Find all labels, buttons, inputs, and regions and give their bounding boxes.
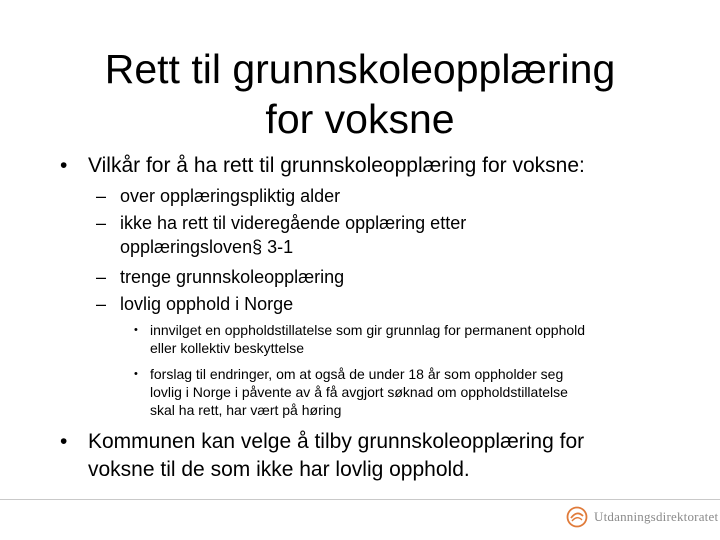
bullet-text: Vilkår for å ha rett til grunnskoleopplæring for voksne:	[88, 154, 585, 177]
dot-marker: •	[134, 324, 138, 336]
bullet-marker: •	[60, 430, 68, 453]
sub-bullet-text: trenge grunnskoleopplæring	[120, 267, 345, 287]
udir-logo	[566, 505, 718, 529]
subsub-bullet-text	[150, 321, 670, 357]
subsub-bullet-line: lovlig i Norge i påvente av å få avgjort søknad om oppholdstillatelse	[150, 384, 568, 400]
footer-divider	[0, 499, 720, 500]
subsub-bullet-text	[150, 365, 670, 419]
sub-bullet-line: opplæringsloven§ 3-1	[120, 237, 294, 257]
subsub-bullet-line: eller kollektiv beskyttelse	[150, 340, 305, 356]
slide-title	[60, 44, 660, 144]
dash-marker: –	[96, 213, 107, 233]
title-line-1: Rett til grunnskoleopplæring	[104, 46, 616, 92]
dash-marker: –	[96, 186, 107, 206]
dash-marker: –	[96, 294, 107, 314]
subsub-bullet-line: innvilget en oppholdstillatelse som gir grunnlag for permanent opphold	[150, 322, 586, 338]
bullet-line: voksne til de som ikke har lovlig opphold.	[88, 458, 470, 481]
sub-bullet-text: over opplæringspliktig alder	[120, 186, 341, 206]
subsub-bullet-line: forslag til endringer, om at også de under 18 år som oppholder seg	[150, 366, 564, 382]
subsub-bullet-line: skal ha rett, har vært på høring	[150, 402, 342, 418]
bullet-marker: •	[60, 154, 68, 177]
bullet-line: Kommunen kan velge å tilby grunnskoleopplæring for	[88, 430, 585, 453]
sub-bullet-text	[120, 211, 560, 259]
sub-bullet-line: ikke ha rett til videregående opplæring etter	[120, 213, 467, 233]
logo-text: Utdanningsdirektoratet	[594, 509, 719, 524]
sub-bullet-text: lovlig opphold i Norge	[120, 294, 294, 314]
udir-logo-icon	[566, 506, 588, 528]
dash-marker: –	[96, 267, 107, 287]
dot-marker: •	[134, 368, 138, 380]
bullet-text	[88, 428, 708, 484]
title-line-2: for voksne	[265, 96, 455, 142]
